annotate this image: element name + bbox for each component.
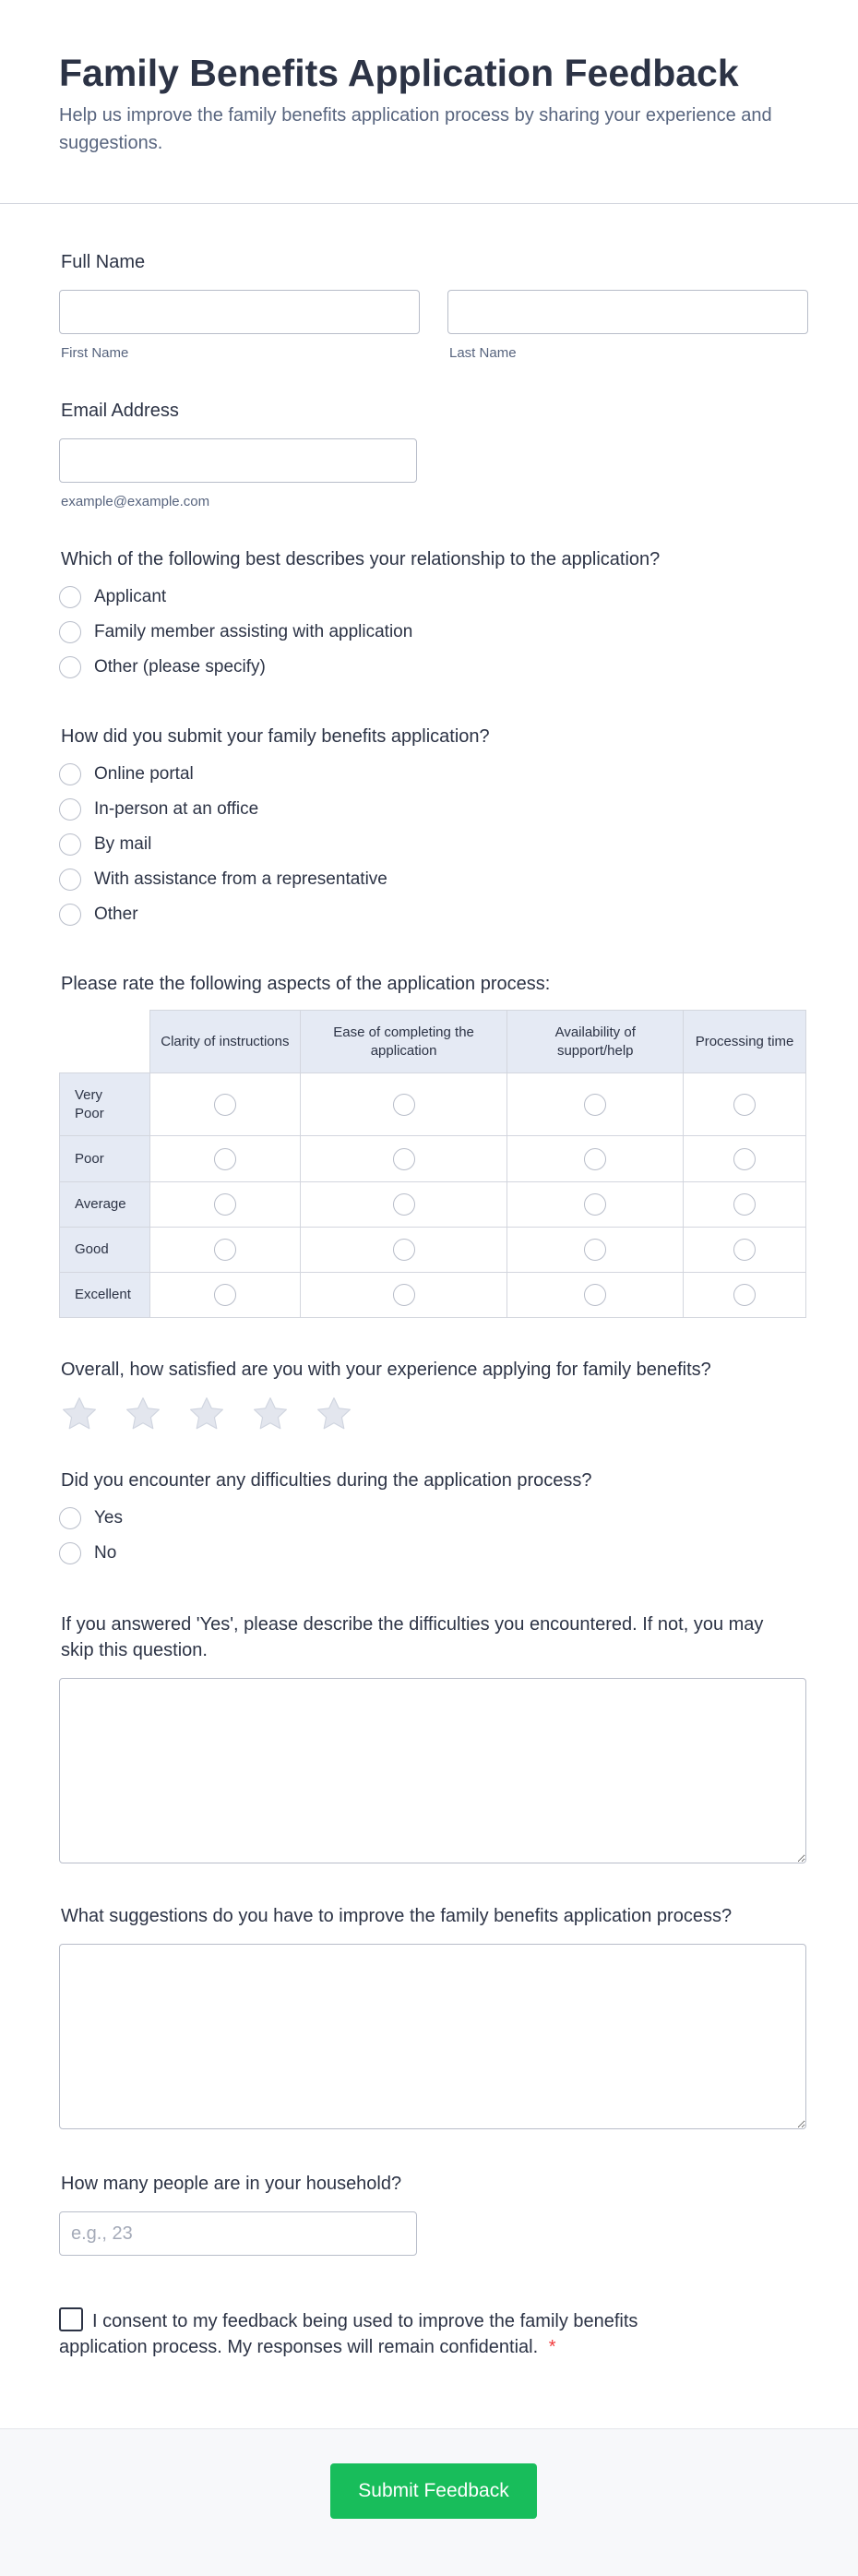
- radio-label: Other (please specify): [94, 657, 266, 677]
- matrix-radio[interactable]: [393, 1193, 415, 1216]
- matrix-radio[interactable]: [733, 1148, 756, 1170]
- relationship-label: Which of the following best describes your relationship to the application?: [61, 549, 661, 569]
- submission-option[interactable]: [59, 757, 808, 792]
- radio-button[interactable]: [59, 656, 81, 678]
- full-name-label: Full Name: [61, 252, 146, 272]
- matrix-radio[interactable]: [584, 1239, 606, 1261]
- required-mark: *: [548, 2337, 556, 2357]
- radio-button[interactable]: [59, 869, 81, 891]
- submission-option[interactable]: [59, 897, 808, 932]
- email-label: Email Address: [61, 401, 179, 421]
- last-name-sublabel: Last Name: [449, 345, 517, 361]
- matrix-column-header: Availability of support/help: [507, 1011, 684, 1073]
- difficulties-option[interactable]: [59, 1536, 808, 1571]
- radio-button[interactable]: [59, 1507, 81, 1529]
- matrix-radio[interactable]: [733, 1239, 756, 1261]
- matrix-corner: [60, 1011, 150, 1073]
- household-label: How many people are in your household?: [61, 2174, 402, 2194]
- matrix-row: [60, 1273, 806, 1318]
- matrix-radio[interactable]: [584, 1193, 606, 1216]
- radio-label: Other: [94, 905, 138, 924]
- matrix-row-header: Average: [60, 1182, 150, 1228]
- satisfaction-section: [59, 1357, 808, 1434]
- matrix-radio[interactable]: [393, 1239, 415, 1261]
- star-rating[interactable]: [59, 1394, 808, 1434]
- matrix-row: [60, 1073, 806, 1136]
- star-icon[interactable]: [123, 1394, 163, 1434]
- relationship-option[interactable]: [59, 580, 808, 615]
- page-subtitle: Help us improve the family benefits application process by sharing your experience and suggestions.: [59, 105, 772, 153]
- radio-button[interactable]: [59, 1542, 81, 1564]
- matrix-radio[interactable]: [214, 1284, 236, 1306]
- radio-label: Online portal: [94, 764, 194, 784]
- matrix-radio[interactable]: [214, 1148, 236, 1170]
- matrix-radio[interactable]: [733, 1284, 756, 1306]
- describe-section: [59, 1611, 808, 1868]
- matrix-row-header: Good: [60, 1228, 150, 1273]
- star-icon[interactable]: [314, 1394, 354, 1434]
- submission-option[interactable]: [59, 827, 808, 862]
- consent-section: [59, 2307, 808, 2360]
- page-title: Family Benefits Application Feedback: [59, 52, 739, 94]
- radio-button[interactable]: [59, 763, 81, 785]
- star-icon[interactable]: [250, 1394, 291, 1434]
- matrix-row-header: Very Poor: [60, 1073, 150, 1136]
- submit-button[interactable]: Submit Feedback: [330, 2463, 537, 2519]
- radio-label: Yes: [94, 1508, 123, 1528]
- matrix-radio[interactable]: [393, 1094, 415, 1116]
- matrix-radio[interactable]: [584, 1284, 606, 1306]
- form-footer: [0, 2428, 858, 2576]
- matrix-row: [60, 1182, 806, 1228]
- matrix-radio[interactable]: [214, 1193, 236, 1216]
- matrix-label: Please rate the following aspects of the application process:: [61, 974, 551, 994]
- radio-button[interactable]: [59, 621, 81, 643]
- submission-option[interactable]: [59, 862, 808, 897]
- describe-label: If you answered 'Yes', please describe the difficulties you encountered. If not, you may skip this question.: [61, 1614, 764, 1660]
- matrix-radio[interactable]: [733, 1193, 756, 1216]
- difficulties-textarea[interactable]: [59, 1678, 806, 1863]
- matrix-radio[interactable]: [393, 1148, 415, 1170]
- consent-text: I consent to my feedback being used to improve the family benefits application process. My responses will remain confidential.: [59, 2311, 638, 2357]
- matrix-row: [60, 1136, 806, 1182]
- matrix-column-header: Processing time: [684, 1011, 806, 1073]
- rating-matrix-section: [59, 971, 808, 1318]
- matrix-radio[interactable]: [214, 1094, 236, 1116]
- star-icon[interactable]: [59, 1394, 100, 1434]
- matrix-radio[interactable]: [584, 1148, 606, 1170]
- form-body: [0, 249, 858, 2360]
- full-name-section: [59, 249, 808, 361]
- submission-label: How did you submit your family benefits application?: [61, 726, 490, 747]
- submission-section: [59, 724, 808, 932]
- suggestions-label: What suggestions do you have to improve the family benefits application process?: [61, 1906, 733, 1926]
- difficulties-section: [59, 1468, 808, 1571]
- matrix-column-header: Ease of completing the application: [300, 1011, 507, 1073]
- difficulties-label: Did you encounter any difficulties during the application process?: [61, 1470, 592, 1491]
- radio-label: Applicant: [94, 587, 167, 606]
- form-header: [0, 0, 858, 204]
- suggestions-section: [59, 1903, 808, 2134]
- relationship-option[interactable]: [59, 650, 808, 685]
- difficulties-option[interactable]: [59, 1501, 808, 1536]
- matrix-radio[interactable]: [393, 1284, 415, 1306]
- email-input[interactable]: [59, 438, 417, 483]
- rating-matrix: [59, 1010, 806, 1318]
- household-input[interactable]: [59, 2211, 417, 2256]
- household-section: [59, 2171, 808, 2256]
- first-name-sublabel: First Name: [61, 345, 129, 361]
- last-name-input[interactable]: [447, 290, 808, 334]
- satisfaction-label: Overall, how satisfied are you with your experience applying for family benefits?: [61, 1360, 711, 1380]
- relationship-option[interactable]: [59, 615, 808, 650]
- matrix-row-header: Excellent: [60, 1273, 150, 1318]
- email-sublabel: example@example.com: [61, 494, 210, 509]
- matrix-radio[interactable]: [733, 1094, 756, 1116]
- matrix-radio[interactable]: [214, 1239, 236, 1261]
- first-name-input[interactable]: [59, 290, 420, 334]
- suggestions-textarea[interactable]: [59, 1944, 806, 2129]
- radio-button[interactable]: [59, 904, 81, 926]
- consent-checkbox[interactable]: [59, 2307, 83, 2331]
- email-section: [59, 398, 808, 509]
- star-icon[interactable]: [186, 1394, 227, 1434]
- matrix-row: [60, 1228, 806, 1273]
- matrix-column-header: Clarity of instructions: [149, 1011, 300, 1073]
- matrix-row-header: Poor: [60, 1136, 150, 1182]
- relationship-section: [59, 546, 808, 685]
- radio-label: In-person at an office: [94, 799, 259, 819]
- radio-label: No: [94, 1543, 117, 1563]
- submission-option[interactable]: [59, 792, 808, 827]
- radio-button[interactable]: [59, 586, 81, 608]
- radio-button[interactable]: [59, 798, 81, 821]
- matrix-radio[interactable]: [584, 1094, 606, 1116]
- radio-label: Family member assisting with application: [94, 622, 413, 641]
- consent-wrapper: [59, 2307, 723, 2360]
- radio-label: By mail: [94, 834, 152, 854]
- radio-label: With assistance from a representative: [94, 869, 387, 889]
- radio-button[interactable]: [59, 833, 81, 856]
